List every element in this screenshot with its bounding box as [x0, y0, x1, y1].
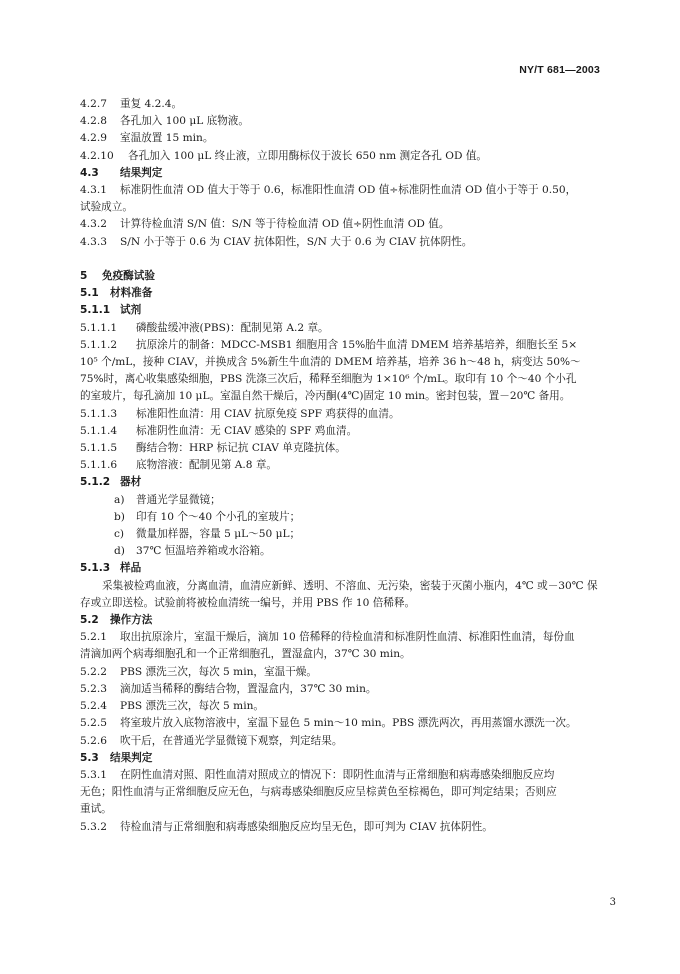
- section-gap: [80, 251, 608, 268]
- clause-5-1-1-6: 5.1.1.6 底物溶液：配制见第 A.8 章。: [80, 459, 278, 472]
- clause-5-1-1-5: 5.1.1.5 酶结合物：HRP 标记抗 CIAV 单克隆抗体。: [80, 442, 346, 455]
- clause-5-1-1-4: 5.1.1.4 标准阴性血清：无 CIAV 感染的 SPF 鸡血清。: [80, 424, 358, 437]
- standard-code-header: NY/T 681—2003: [519, 64, 600, 76]
- clause-4-2-9: 4.2.9 室温放置 15 min。: [80, 132, 214, 145]
- heading-5-1: 5.1 材料准备: [80, 287, 153, 300]
- equipment-item: b) 印有 10 个～40 个小孔的室玻片；: [114, 510, 301, 523]
- clause-4-3-1-continued: 试验成立。: [80, 201, 133, 214]
- clause-4-3-3: 4.3.3 S/N 小于等于 0.6 为 CIAV 抗体阳性，S/N 大于 0.6 为 CIAV 抗体阴性。: [80, 235, 473, 248]
- clause-4-3-1: 4.3.1 标准阴性血清 OD 值大于等于 0.6，标准阳性血清 OD 值÷标准阴性血清 OD 值小于等于 0.50，: [80, 184, 577, 197]
- clause-5-3-2: 5.3.2 待检血清与正常细胞和病毒感染细胞反应均呈无色，即可判为 CIAV 抗体阴性。: [80, 820, 493, 833]
- clause-5-1-1-2-line4: 的室玻片，每孔滴加 10 μL。室温自然干燥后，冷丙酮(4℃)固定 10 min。密封包装，置－20℃ 备用。: [80, 390, 571, 403]
- clause-5-3-1-line3: 重试。: [80, 803, 112, 816]
- page-number: 3: [609, 897, 616, 908]
- heading-5-1-1: 5.1.1 试剂: [80, 304, 142, 317]
- clause-5-2-6: 5.2.6 吹干后，在普通光学显微镜下观察，判定结果。: [80, 734, 343, 747]
- heading-4-3: 4.3 结果判定: [80, 166, 163, 179]
- heading-5-3: 5.3 结果判定: [80, 751, 153, 764]
- clause-5-3-1: 5.3.1 在阴性血清对照、阳性血清对照成立的情况下：即阴性血清与正常细胞和病毒感染细胞反应均: [80, 768, 555, 781]
- equipment-item: a) 普通光学显微镜；: [114, 493, 221, 506]
- heading-5-1-3: 5.1.3 样品: [80, 562, 142, 575]
- document-body: [80, 96, 608, 836]
- clause-5-2-4: 5.2.4 PBS 漂洗三次，每次 5 min。: [80, 700, 265, 713]
- clause-5-1-1-2: 5.1.1.2 抗原涂片的制备：MDCC-MSB1 细胞用含 15%胎牛血清 DMEM 培养基培养，细胞长至 5×: [80, 338, 578, 351]
- clause-5-2-1-line2: 清滴加两个病毒细胞孔和一个正常细胞孔，置湿盒内，37℃ 30 min。: [80, 648, 411, 661]
- clause-4-2-8: 4.2.8 各孔加入 100 μL 底物液。: [80, 115, 249, 128]
- clause-4-3-2: 4.3.2 计算待检血清 S/N 值：S/N 等于待检血清 OD 值÷阴性血清 OD 值。: [80, 218, 450, 231]
- sample-paragraph-line2: 存或立即送检。试验前将被检血清统一编号，并用 PBS 作 10 倍稀释。: [80, 596, 416, 609]
- clause-5-2-1: 5.2.1 取出抗原涂片，室温干燥后，滴加 10 倍稀释的待检血清和标准阴性血清、标准阳性血清，每份血: [80, 631, 575, 644]
- heading-5-2: 5.2 操作方法: [80, 614, 153, 627]
- clause-5-3-1-line2: 无色；阳性血清与正常细胞反应无色，与病毒感染细胞反应呈棕黄色至棕褐色，即可判定结果；否则应: [80, 786, 557, 799]
- equipment-item: d) 37℃ 恒温培养箱或水浴箱。: [114, 545, 271, 558]
- clause-5-1-1-2-line2: 10⁵ 个/mL，接种 CIAV，并换成含 5%新生牛血清的 DMEM 培养基，培养 36 h～48 h，病变达 50%～: [80, 356, 581, 369]
- clause-5-2-5: 5.2.5 将室玻片放入底物溶液中，室温下显色 5 min～10 min。PBS 漂洗两次，再用蒸馏水漂洗一次。: [80, 717, 577, 730]
- heading-5: 5 免疫酶试验: [80, 270, 155, 283]
- clause-5-2-2: 5.2.2 PBS 漂洗三次，每次 5 min，室温干燥。: [80, 665, 317, 678]
- clause-5-1-1-2-line3: 75%时，离心收集感染细胞，PBS 洗涤三次后，稀释至细胞为 1×10⁶ 个/mL。取印有 10 个～40 个小孔: [80, 373, 577, 386]
- clause-4-2-7: 4.2.7 重复 4.2.4。: [80, 98, 183, 110]
- clause-5-2-3: 5.2.3 滴加适当稀释的酶结合物，置湿盒内，37℃ 30 min。: [80, 682, 377, 695]
- clause-5-1-1-3: 5.1.1.3 标准阳性血清：用 CIAV 抗原免疫 SPF 鸡获得的血清。: [80, 407, 400, 420]
- heading-5-1-2: 5.1.2 器材: [80, 476, 142, 489]
- equipment-item: c) 微量加样器，容量 5 μL～50 μL；: [114, 528, 301, 541]
- sample-paragraph-line1: 采集被检鸡血液，分离血清，血清应新鲜、透明、不溶血、无污染，密装于灭菌小瓶内，4℃ 或－30℃ 保: [102, 579, 598, 592]
- clause-5-1-1-1: 5.1.1.1 磷酸盐缓冲液(PBS)：配制见第 A.2 章。: [80, 321, 329, 334]
- clause-4-2-10: 4.2.10 各孔加入 100 μL 终止液，立即用酶标仪于波长 650 nm 测定各孔 OD 值。: [80, 149, 488, 162]
